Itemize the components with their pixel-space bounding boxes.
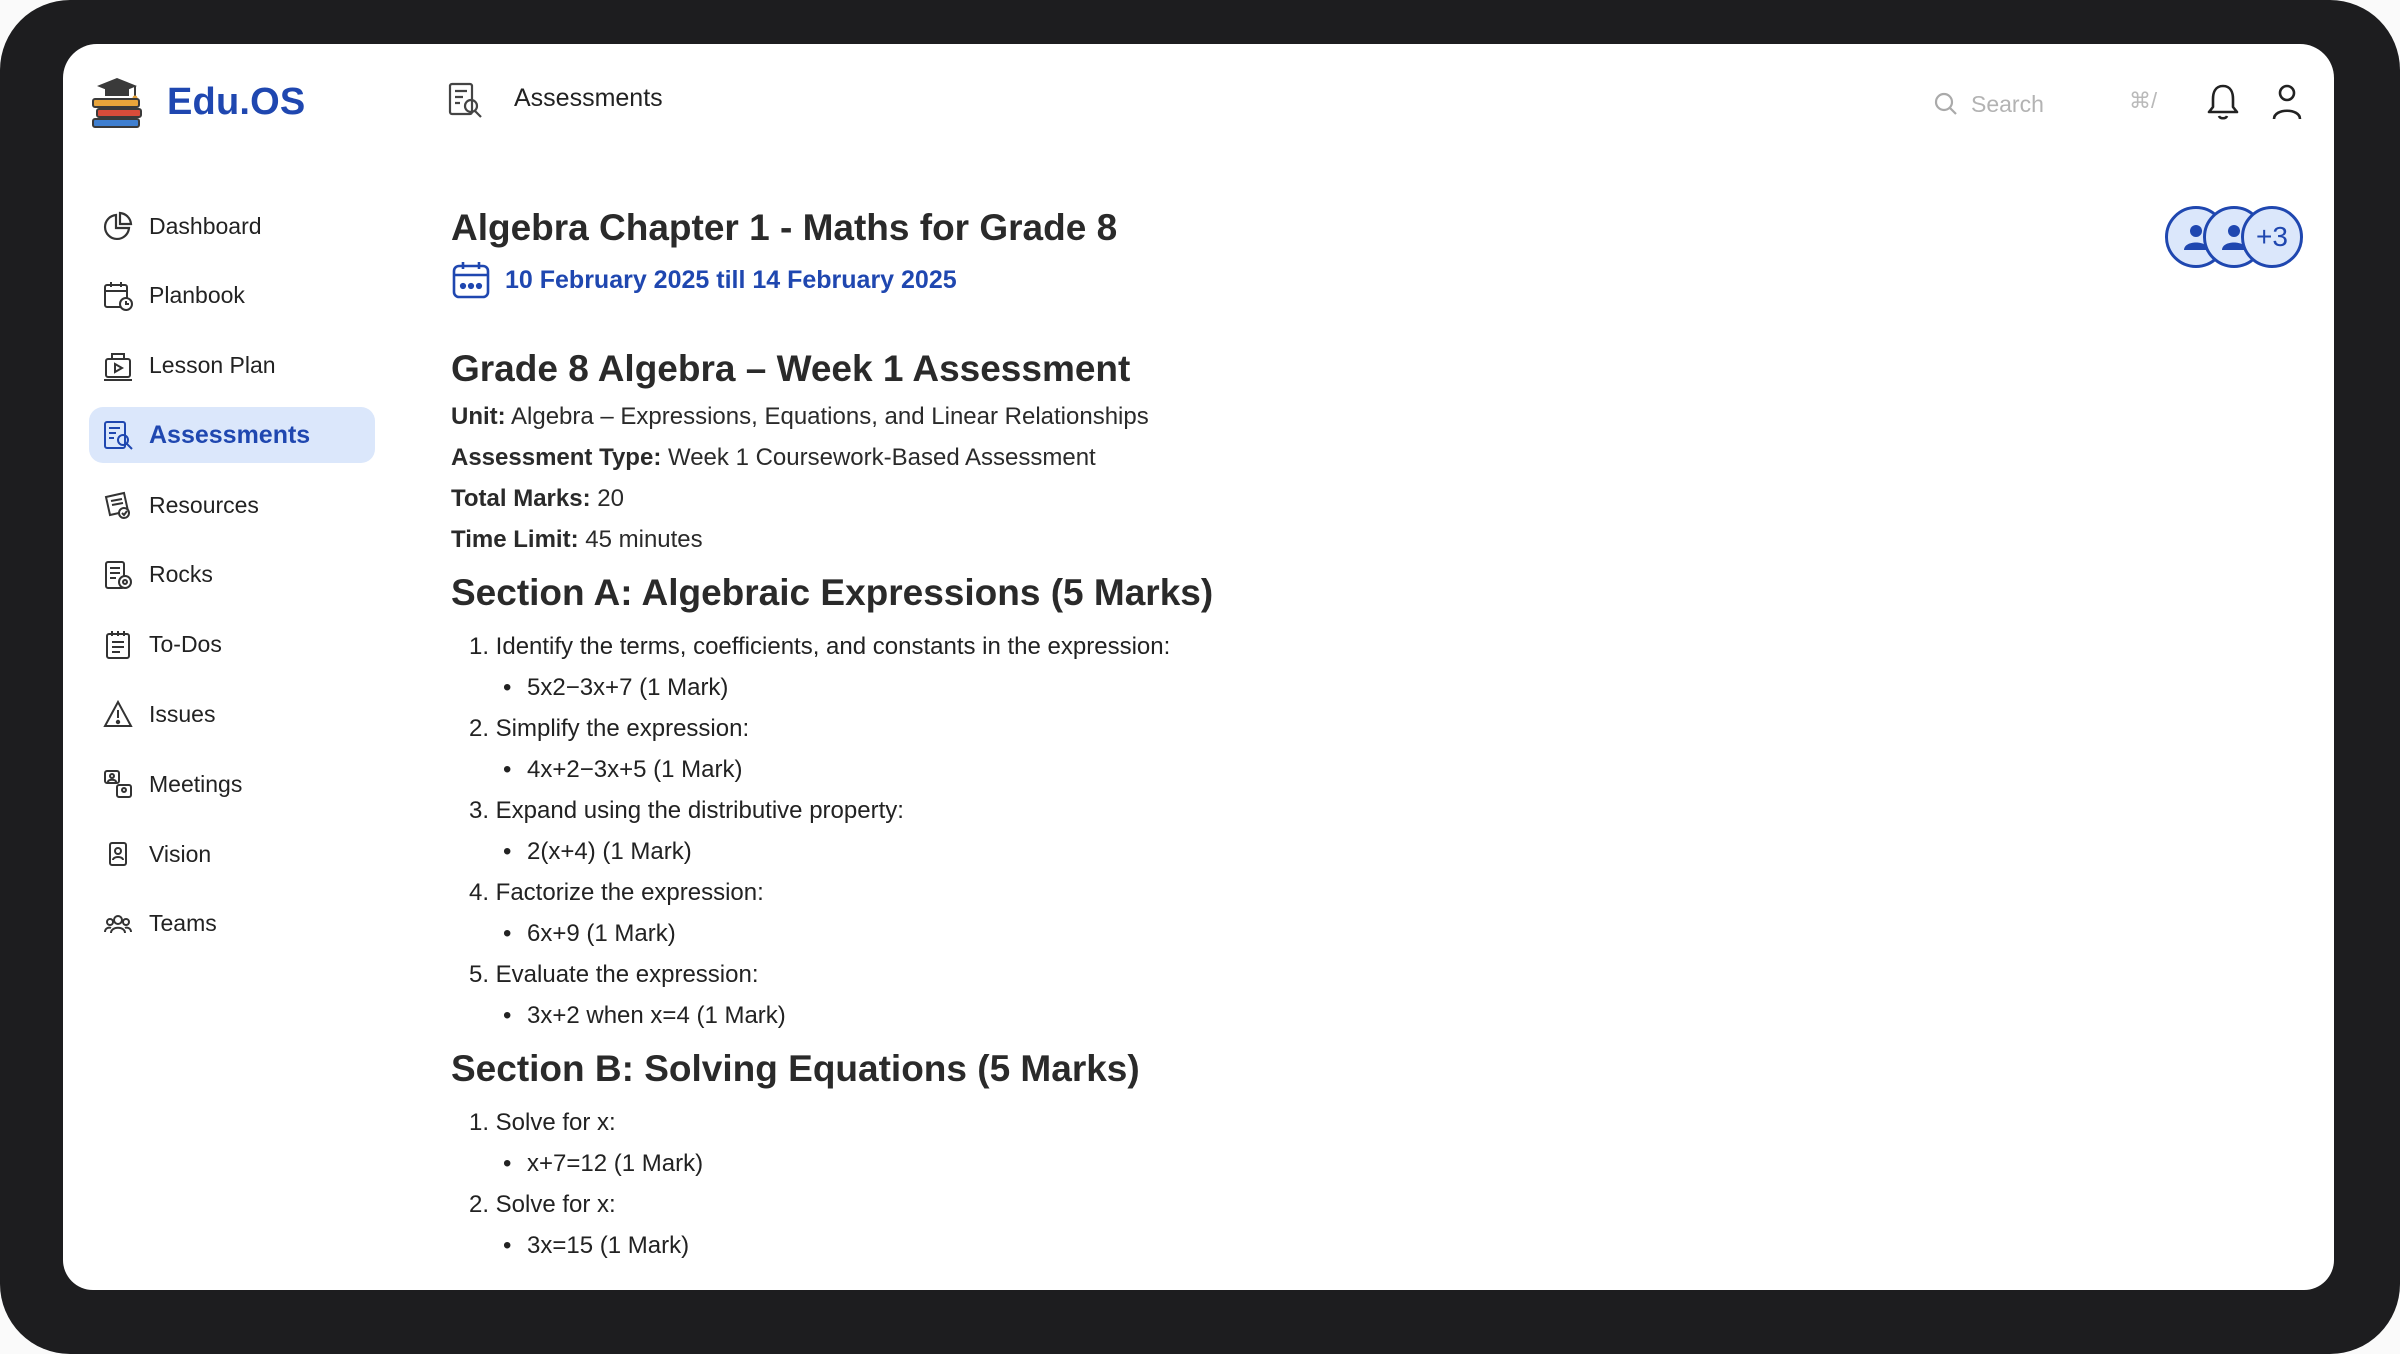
question-expression: x+7=12 (1 Mark) [527,1150,704,1177]
resources-icon [101,488,135,522]
sidebar-item-rocks[interactable] [89,547,375,603]
sidebar-item-dashboard[interactable] [89,198,375,254]
date-range: 10 February 2025 till 14 February 2025 [505,265,957,294]
sidebar-item-label: Teams [149,910,217,937]
lesson-plan-icon [101,349,135,383]
sidebar-item-label: Vision [149,840,212,867]
question-number: 4. [468,879,489,906]
question-expression: 4x+2−3x+5 (1 Mark) [527,756,743,783]
assessments-icon [447,80,483,120]
app-screen [63,44,2334,1290]
section-title: Section B: Solving Equations (5 Marks) [451,1048,1140,1089]
meta-time-limit [451,519,2151,560]
sidebar-item-vision[interactable] [89,826,375,882]
sidebar-item-label: Rocks [149,561,213,588]
question-sub: • 3x+2 when x=4 (1 Mark) [503,1002,786,1029]
question-number: 1. [468,633,489,660]
sidebar-item-planbook[interactable] [89,268,375,324]
question-text: Identify the terms, coefficients, and constants in the expression: [495,633,1171,660]
sidebar-item-label: Issues [149,701,216,728]
question-number: 2. [468,715,489,742]
question-expression: 6x+9 (1 Mark) [527,920,676,947]
issues-icon [101,698,135,732]
sidebar-item-label: Meetings [149,770,243,797]
sidebar-item-teams[interactable] [89,896,375,952]
question [451,1184,2151,1225]
question-text: Solve for x: [495,1109,616,1136]
question-list [451,1102,2151,1266]
assessment-meta [451,396,2151,560]
question-sub: • 2(x+4) (1 Mark) [503,838,692,865]
question [451,790,2151,831]
books-logo-icon [87,72,147,132]
question-expression: 2(x+4) (1 Mark) [527,838,692,865]
question [451,708,2151,749]
bell-icon[interactable] [2203,80,2243,124]
collaborators-more-badge[interactable]: +3 [2241,206,2303,268]
sidebar-item-label: To-Dos [149,631,222,658]
meetings-icon [101,767,135,801]
calendar-icon [451,260,491,300]
meta-label: Unit: [451,403,506,430]
sidebar-item-label: Resources [149,491,259,518]
meta-label: Total Marks: [451,485,591,512]
sidebar-item-assessments[interactable] [89,407,375,463]
meta-value: 20 [597,485,624,512]
sidebar-item-label: Dashboard [149,212,262,239]
question-number: 5. [468,961,489,988]
meta-total-marks [451,478,2151,519]
question-text: Factorize the expression: [495,879,764,906]
sidebar-item-issues[interactable] [89,687,375,743]
sidebar-nav [89,198,375,966]
page-title: Assessments [514,84,663,112]
meta-label: Time Limit: [451,526,579,553]
question-number: 1. [468,1109,489,1136]
sidebar-item-label: Planbook [149,282,245,309]
assessments-icon [101,418,135,452]
section-title: Section A: Algebraic Expressions (5 Marks) [451,572,1214,613]
meta-label: Assessment Type: [451,444,662,471]
question-text: Simplify the expression: [495,715,750,742]
app-name: Edu.OS [167,80,306,123]
question [451,1102,2151,1143]
planbook-icon [101,279,135,313]
todo-icon [101,628,135,662]
vision-icon [101,837,135,871]
question-list [451,626,2151,1036]
meta-unit [451,396,2151,437]
sidebar-item-meetings[interactable] [89,756,375,812]
sidebar-item-todos[interactable] [89,617,375,673]
question-sub: • 3x=15 (1 Mark) [503,1232,690,1259]
assessment-document [451,204,2151,1266]
sidebar-item-lesson-plan[interactable] [89,338,375,394]
question-number: 3. [468,797,489,824]
meta-value: Week 1 Coursework-Based Assessment [667,444,1096,471]
question-expression: 5x2−3x+7 (1 Mark) [527,674,729,701]
meta-value: Algebra – Expressions, Equations, and Linear Relationships [511,403,1149,430]
search-shortcut: ⌘/ [2129,88,2158,113]
question-text: Solve for x: [495,1191,616,1218]
search-box[interactable] [1933,86,2233,122]
user-icon[interactable] [2267,80,2307,124]
sidebar-item-label: Lesson Plan [149,352,276,379]
brand[interactable] [87,70,305,134]
meta-type [451,437,2151,478]
document-title: Algebra Chapter 1 - Maths for Grade 8 [451,207,1118,248]
question-sub: • 4x+2−3x+5 (1 Mark) [503,756,743,783]
teams-icon [101,907,135,941]
question [451,872,2151,913]
sidebar-item-label: Assessments [149,420,311,449]
collaborators[interactable] [2165,206,2305,270]
question-expression: 3x+2 when x=4 (1 Mark) [527,1002,786,1029]
question [451,954,2151,995]
question-sub: • 5x2−3x+7 (1 Mark) [503,674,729,701]
date-range-row [451,258,2151,302]
sidebar-item-resources[interactable] [89,477,375,533]
question-expression: 3x=15 (1 Mark) [527,1232,690,1259]
pie-chart-icon [101,209,135,243]
assessment-title: Grade 8 Algebra – Week 1 Assessment [451,348,1131,389]
meta-value: 45 minutes [585,526,703,553]
rocks-icon [101,558,135,592]
search-icon [1933,91,1959,117]
question [451,626,2151,667]
search-placeholder: Search [1971,90,2044,117]
question-text: Expand using the distributive property: [495,797,904,824]
question-sub: • x+7=12 (1 Mark) [503,1150,704,1177]
question-sub: • 6x+9 (1 Mark) [503,920,676,947]
question-number: 2. [468,1191,489,1218]
question-text: Evaluate the expression: [495,961,759,988]
